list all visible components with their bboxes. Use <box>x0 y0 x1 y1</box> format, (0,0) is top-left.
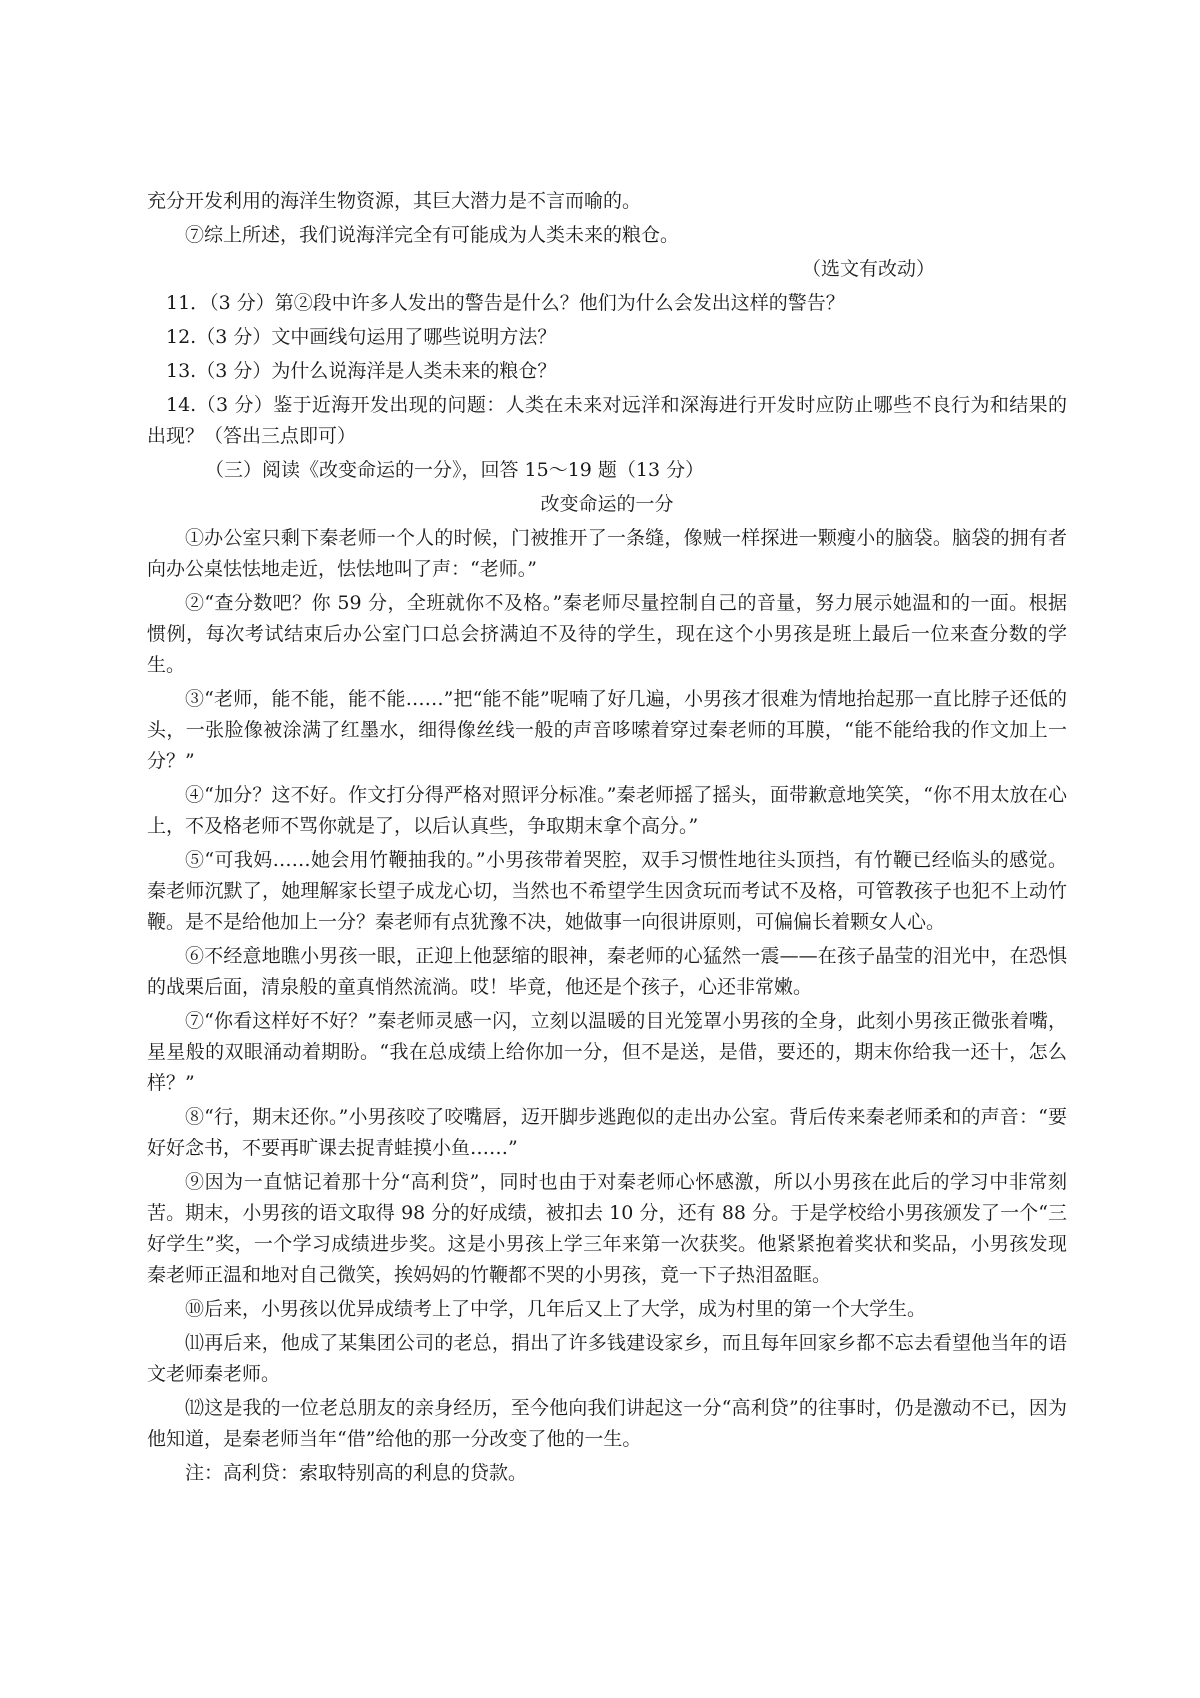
article-paragraph: ⑦“你看这样好不好？”秦老师灵感一闪，立刻以温暖的目光笼罩小男孩的全身，此刻小男孩正微张着嘴，星星般的双眼涌动着期盼。“我在总成绩上给你加一分，但不是送，是借，要还的，期末你给我一还十，怎么样？” <box>147 1010 1067 1094</box>
footnote: 注：高利贷：索取特别高的利息的贷款。 <box>185 1462 528 1484</box>
article-paragraph: ③“老师，能不能，能不能……”把“能不能”呢喃了好几遍，小男孩才很难为情地抬起那一直比脖子还低的头，一张脸像被涂满了红墨水，细得像丝线一般的声音哆嗦着穿过秦老师的耳膜，“能不能给我的作文加上一分？” <box>147 688 1067 772</box>
article-paragraph: ⑧“行，期末还你。”小男孩咬了咬嘴唇，迈开脚步逃跑似的走出办公室。背后传来秦老师柔和的声音：“要好好念书，不要再旷课去捉青蛙摸小鱼……” <box>147 1106 1067 1159</box>
article-paragraph: ⑥不经意地瞧小男孩一眼，正迎上他瑟缩的眼神，秦老师的心猛然一震——在孩子晶莹的泪光中，在恐惧的战栗后面，清泉般的童真悄然流淌。哎！毕竟，他还是个孩子，心还非常嫩。 <box>147 945 1067 998</box>
document-page <box>147 186 1067 1489</box>
article-title: 改变命运的一分 <box>540 493 674 515</box>
article-paragraph: ①办公室只剩下秦老师一个人的时候，门被推开了一条缝，像贼一样探进一颗瘦小的脑袋。脑袋的拥有者向办公桌怯怯地走近，怯怯地叫了声：“老师。” <box>147 527 1067 580</box>
article-paragraph: ⑤“可我妈……她会用竹鞭抽我的。”小男孩带着哭腔，双手习惯性地往头顶挡，有竹鞭已经临头的感觉。秦老师沉默了，她理解家长望子成龙心切，当然也不希望学生因贪玩而考试不及格，可管教孩子也犯不上动竹鞭。是不是给他加上一分？秦老师有点犹豫不决，她做事一向很讲原则，可偏偏长着颗女人心。 <box>147 849 1067 933</box>
article-paragraph: ⑨因为一直惦记着那十分“高利贷”，同时也由于对秦老师心怀感激，所以小男孩在此后的学习中非常刻苦。期末，小男孩的语文取得 98 分的好成绩，被扣去 10 分，还有 88 分。于是学校给小男孩颁发了一个“三好学生”奖，一个学习成绩进步奖。这是小男孩上学三年来第一次获奖。他紧紧抱着奖状和奖品，小男孩发现秦老师正温和地对自己微笑，挨妈妈的竹鞭都不哭的小男孩，竟一下子热泪盈眶。 <box>147 1171 1067 1286</box>
question-12: 12.（3 分）文中画线句运用了哪些说明方法？ <box>166 326 557 348</box>
passage-tail: 充分开发利用的海洋生物资源，其巨大潜力是不言而喻的。 <box>147 190 642 212</box>
article-paragraph: ②“查分数吧？你 59 分，全班就你不及格。”秦老师尽量控制自己的音量，努力展示她温和的一面。根据惯例，每次考试结束后办公室门口总会挤满迫不及待的学生，现在这个小男孩是班上最后一位来查分数的学生。 <box>147 592 1067 676</box>
article-paragraph: ⑿这是我的一位老总朋友的亲身经历，至今他向我们讲起这一分“高利贷”的往事时，仍是激动不已，因为他知道，是秦老师当年“借”给他的那一分改变了他的一生。 <box>147 1397 1067 1450</box>
question-14: 14.（3 分）鉴于近海开发出现的问题：人类在未来对远洋和深海进行开发时应防止哪些不良行为和结果的出现？（答出三点即可） <box>147 394 1067 447</box>
article-paragraph: ⑩后来，小男孩以优异成绩考上了中学，几年后又上了大学，成为村里的第一个大学生。 <box>185 1298 927 1320</box>
article-paragraph: ④“加分？这不好。作文打分得严格对照评分标准。”秦老师摇了摇头，面带歉意地笑笑，“你不用太放在心上，不及格老师不骂你就是了，以后认真些，争取期末拿个高分。” <box>147 784 1067 837</box>
source-note: （选文有改动） <box>801 258 935 280</box>
question-11: 11．（3 分）第②段中许多人发出的警告是什么？他们为什么会发出这样的警告？ <box>166 292 845 314</box>
passage-paragraph-7: ⑦综上所述，我们说海洋完全有可能成为人类未来的粮仓。 <box>185 224 680 246</box>
question-13: 13.（3 分）为什么说海洋是人类未来的粮仓？ <box>166 360 557 382</box>
section-heading: （三）阅读《改变命运的一分》，回答 15～19 题（13 分） <box>205 459 705 481</box>
article-paragraph: ⑾再后来，他成了某集团公司的老总，捐出了许多钱建设家乡，而且每年回家乡都不忘去看望他当年的语文老师秦老师。 <box>147 1332 1067 1385</box>
